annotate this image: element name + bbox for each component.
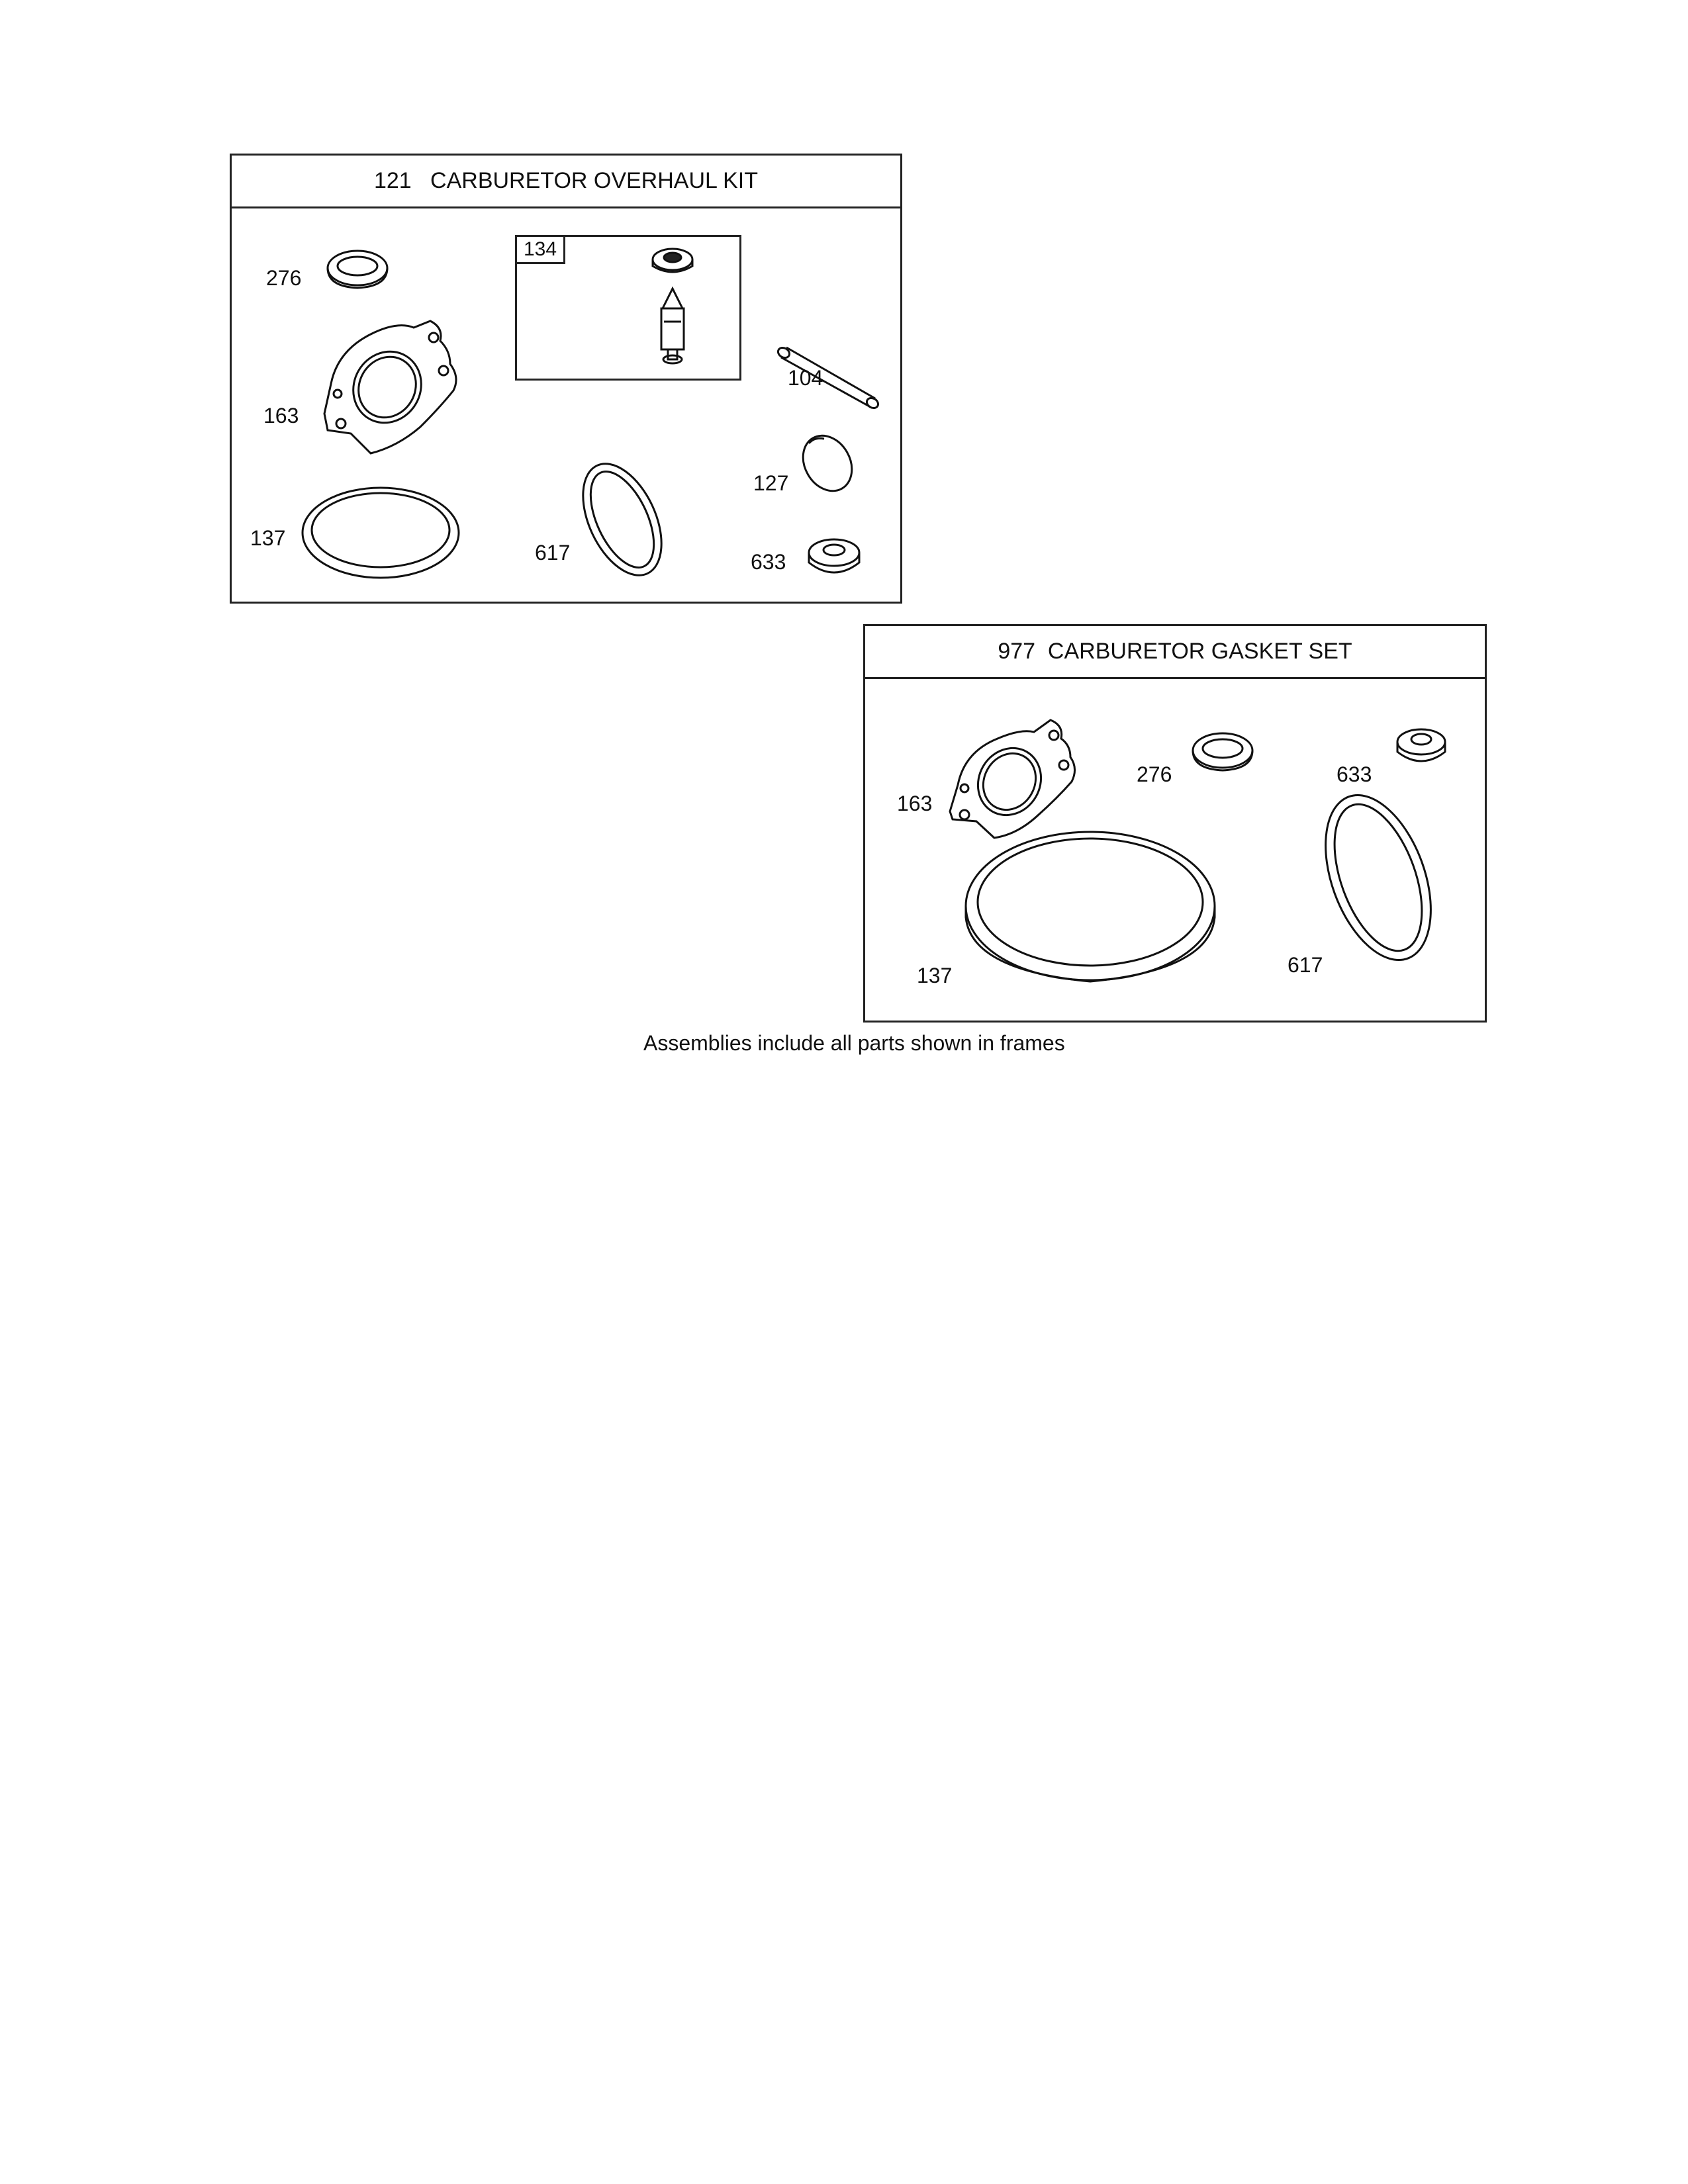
gasket-set-header	[865, 626, 1485, 679]
part-label-633: 633	[751, 550, 786, 574]
gasket-163-icon	[950, 720, 1075, 838]
gasket-set-frame	[863, 624, 1487, 1023]
part-label-617: 617	[535, 541, 571, 565]
part-label-134: 134	[517, 237, 565, 264]
ring-137-icon	[966, 832, 1215, 981]
part-label-137: 137	[250, 526, 286, 550]
oring-617-icon	[1305, 781, 1451, 974]
part-label-104: 104	[788, 366, 823, 390]
needle-seat-subframe	[515, 235, 741, 381]
needle-seat-icon	[517, 237, 739, 379]
part-label-163: 163	[897, 792, 933, 815]
assemblies-footnote: Assemblies include all parts shown in frames	[643, 1031, 1065, 1055]
overhaul-kit-body	[232, 208, 900, 602]
part-label-127: 127	[753, 471, 789, 495]
overhaul-kit-title: 121 CARBURETOR OVERHAUL KIT	[373, 168, 759, 193]
part-label-137: 137	[917, 964, 953, 987]
overhaul-kit-header	[232, 156, 900, 208]
oring-617-icon	[567, 451, 678, 587]
washer-276-icon	[328, 251, 387, 288]
part-label-617: 617	[1288, 953, 1323, 977]
gasket-set-title: 977 CARBURETOR GASKET SET	[998, 639, 1352, 664]
part-label-276: 276	[1137, 762, 1172, 786]
ring-137-icon	[303, 488, 459, 578]
gasket-set-body	[865, 679, 1485, 1021]
seal-633-icon	[1397, 729, 1445, 761]
gasket-163-icon	[324, 321, 456, 453]
part-label-633: 633	[1336, 762, 1372, 786]
overhaul-kit-frame	[230, 154, 902, 604]
gasket-set-parts-drawing	[865, 679, 1485, 1021]
plug-127-icon	[794, 427, 862, 500]
part-label-276: 276	[266, 266, 302, 290]
seal-633-icon	[809, 539, 859, 572]
washer-276-icon	[1193, 733, 1252, 770]
part-label-163: 163	[263, 404, 299, 428]
